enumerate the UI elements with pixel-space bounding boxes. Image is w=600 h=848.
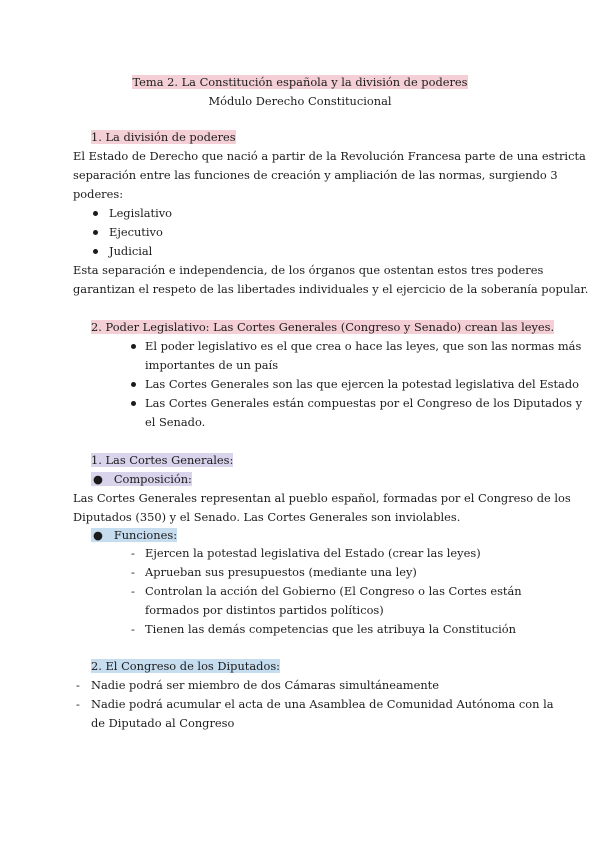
document-subtitle: Módulo Derecho Constitucional [208, 94, 392, 108]
bullet-icon [131, 382, 136, 387]
paragraph-line: Esta separación e independencia, de los órganos que ostentan estos tres poderes [73, 263, 544, 277]
list-item: El poder legislativo es el que crea o hace las leyes, que son las normas más [145, 339, 582, 353]
paragraph-line: El Estado de Derecho que nació a partir de la Revolución Francesa parte de una estricta [73, 149, 586, 163]
section-heading-congreso: 2. El Congreso de los Diputados: [91, 659, 281, 673]
bullet-icon [93, 249, 98, 254]
bullet-icon [131, 344, 136, 349]
subheading-composicion: ● Composición: [93, 472, 192, 486]
dash-icon: - [131, 584, 135, 598]
list-item: Nadie podrá ser miembro de dos Cámaras simultáneamente [91, 678, 439, 692]
list-item-continuation: de Diputado al Congreso [91, 716, 235, 730]
dash-icon: - [76, 678, 80, 692]
dash-icon: - [131, 546, 135, 560]
list-item: Tienen las demás competencias que les atribuya la Constitución [145, 622, 516, 636]
list-item-continuation: importantes de un país [145, 358, 279, 372]
bullet-icon [93, 211, 98, 216]
paragraph-line: poderes: [73, 187, 124, 201]
list-item: Las Cortes Generales son las que ejercen la potestad legislativa del Estado [145, 377, 580, 391]
bullet-icon [93, 230, 98, 235]
bullet-icon: ● [93, 472, 114, 486]
paragraph-line: Las Cortes Generales representan al pueblo español, formadas por el Congreso de los [73, 491, 571, 505]
section-heading-cortes: 1. Las Cortes Generales: [91, 453, 234, 467]
paragraph-line: garantizan el respeto de las libertades individuales y el ejercicio de la soberanía popular. [73, 282, 589, 296]
list-item: Nadie podrá acumular el acta de una Asamblea de Comunidad Autónoma con la [91, 697, 554, 711]
bullet-icon [131, 401, 136, 406]
section-heading-legislativo: 2. Poder Legislativo: Las Cortes Generales (Congreso y Senado) crean las leyes. [91, 320, 555, 334]
list-item-continuation: el Senado. [145, 415, 206, 429]
list-item-continuation: formados por distintos partidos políticos) [145, 603, 384, 617]
list-item: Las Cortes Generales están compuestas por el Congreso de los Diputados y [145, 396, 582, 410]
bullet-icon: ● [93, 528, 114, 542]
document-title: Tema 2. La Constitución española y la división de poderes [132, 75, 468, 89]
dash-icon: - [76, 697, 80, 711]
list-item: Aprueban sus presupuestos (mediante una ley) [145, 565, 417, 579]
dash-icon: - [131, 622, 135, 636]
dash-icon: - [131, 565, 135, 579]
subheading-funciones: ● Funciones: [93, 528, 178, 542]
paragraph-line: Diputados (350) y el Senado. Las Cortes Generales son inviolables. [73, 510, 461, 524]
list-item: Controlan la acción del Gobierno (El Congreso o las Cortes están [145, 584, 522, 598]
list-item: Ejecutivo [109, 225, 163, 239]
paragraph-line: separación entre las funciones de creación y ampliación de las normas, surgiendo 3 [73, 168, 558, 182]
section-heading-division: 1. La división de poderes [91, 130, 236, 144]
list-item: Ejercen la potestad legislativa del Estado (crear las leyes) [145, 546, 481, 560]
list-item: Judicial [109, 244, 153, 258]
list-item: Legislativo [109, 206, 173, 220]
